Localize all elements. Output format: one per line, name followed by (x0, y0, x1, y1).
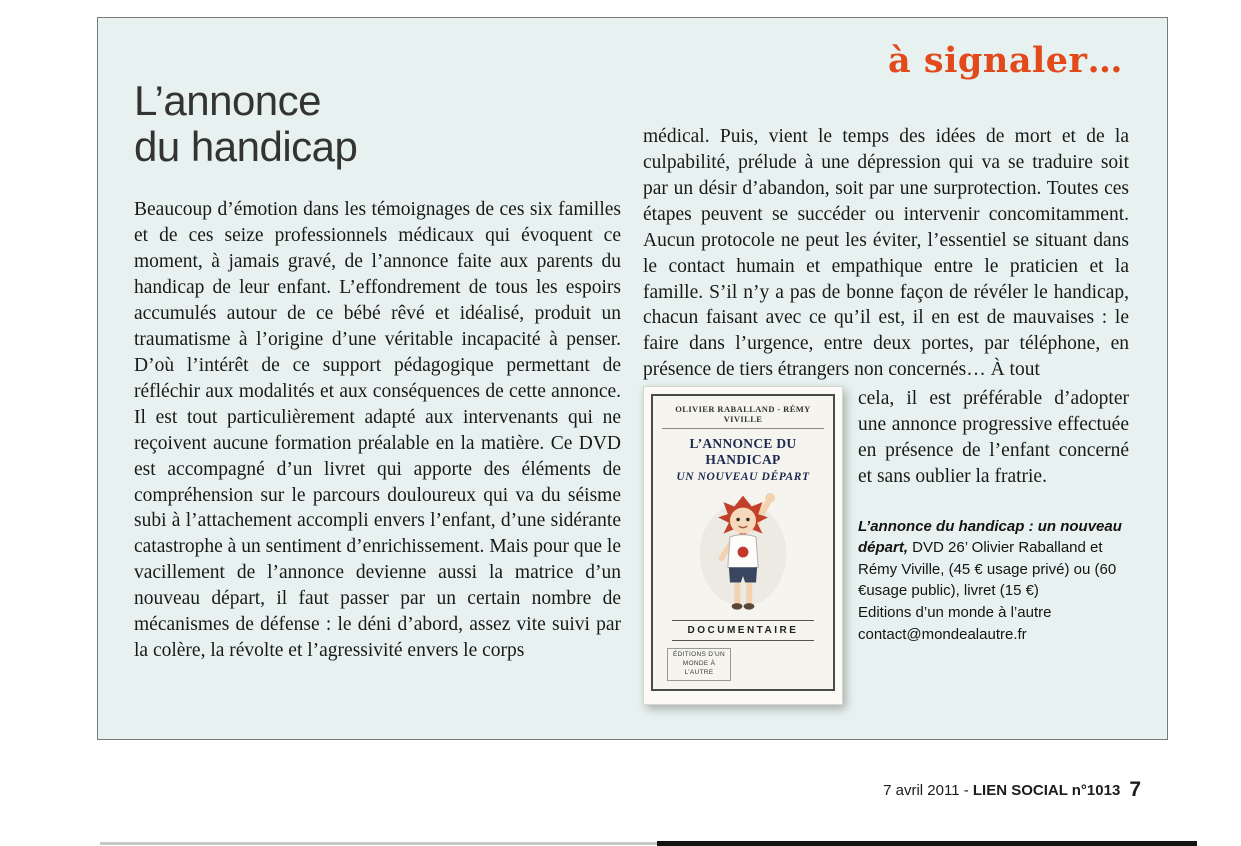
footer-journal-title: LIEN SOCIAL n°1013 (972, 782, 1121, 799)
page-content (98, 18, 1167, 739)
dvd-caption (858, 516, 1129, 646)
dvd-genre-label: DOCUMENTAIRE (672, 620, 813, 641)
caption-main (858, 516, 1129, 601)
article-text-col2-part2: cela, il est préférable d’adopter une annonce progressive effectuée en présence de l’enfant concerné et sans oublier la fratrie. (858, 388, 1129, 487)
beside-cover (858, 386, 1129, 645)
caption-publisher: Editions d’un monde à l’autre (858, 604, 1052, 622)
article-text-col2-part1: médical. Puis, vient le temps des idées de mort et de la culpabilité, prélude à une dépression qui va se traduire soit par un désir d’abandon, soit par une surprotection. Toutes ces étapes peuvent se succéder ou intervenir concomitamment. Aucun protocole ne peut les éviter, l’essentiel se situant dans le contact humain et empathique entre le praticien et la famille. S’il n’y a pas de bonne façon de révéler le handicap, chacun faisant avec ce qu’il est, il en est de mauvaises : le faire dans l’urgence, entre deux portes, par téléphone, en présence de tiers étrangers non concernés… À tout (643, 126, 1129, 381)
scan-edge-artifact-light (100, 842, 657, 845)
footer-date: 7 avril 2011 - (883, 782, 973, 799)
dvd-title: L’ANNONCE DU HANDICAP (689, 436, 797, 468)
footer-page-number: 7 (1129, 778, 1141, 801)
section-label: à signaler… (888, 40, 1123, 81)
column-right (643, 124, 1129, 705)
article-title (134, 78, 621, 170)
dvd-authors: OLIVIER RABALLAND - RÉMY VIVILLE (662, 404, 824, 429)
article-text-col1: Beaucoup d’émotion dans les témoignages de ces six familles et de ces seize professionnels médicaux qui évoquent ce moment, à jamais gravé, de l’annonce faite aux parents du handicap de leur enfant. L’effondrement de tous les espoirs accumulés autour de ce bébé rêvé et idéalisé, produit un traumatisme à l’origine d’une véritable incapacité à penser. D’où l’intérêt de ce support pédagogique permettant de réfléchir aux modalités et aux conséquences de cette annonce. Il est tout particulièrement adapté aux intervenants qui ne reçoivent aucune formation préalable en la matière. Ce DVD est accompagné d’un livret qui apporte des éléments de compréhension sur le parcours douloureux qui va du séisme subi à l’attachement accompli envers l’enfant, d’une sidérante catastrophe à un sentiment d’enrichissement. Mais pour que le vacillement de l’annonce devienne aussi la matrice d’un nouveau départ, il faut passer par un certain nombre de mécanismes de défense : le déni d’abord, assez vite suivi par la colère, la révolte et l’agressivité envers le corps (134, 199, 621, 662)
caption-title: L’annonce du handicap : un nouveau départ, (858, 517, 1122, 557)
column-left (134, 78, 621, 705)
dvd-publisher-logo: ÉDITIONS D’UN MONDE À L’AUTRE (667, 648, 731, 680)
dvd-cover-inner (651, 394, 835, 690)
article-title-line1: L’annonce (134, 77, 322, 124)
dvd-child-illustration (688, 487, 798, 615)
article-title-line2: du handicap (134, 123, 358, 171)
caption-contact-email: contact@mondealautre.fr (858, 626, 1027, 644)
magazine-page (97, 17, 1168, 740)
page-footer (883, 778, 1141, 802)
scan-edge-artifact-dark (657, 841, 1197, 846)
media-row (643, 386, 1129, 704)
article-columns (134, 18, 1129, 705)
dvd-subtitle: UN NOUVEAU DÉPART (676, 471, 810, 484)
caption-details: DVD 26’ Olivier Raballand et Rémy Viville, (45 € usage privé) ou (60 €usage public), livret (15 €) (858, 539, 1117, 599)
dvd-cover-image (643, 386, 843, 704)
